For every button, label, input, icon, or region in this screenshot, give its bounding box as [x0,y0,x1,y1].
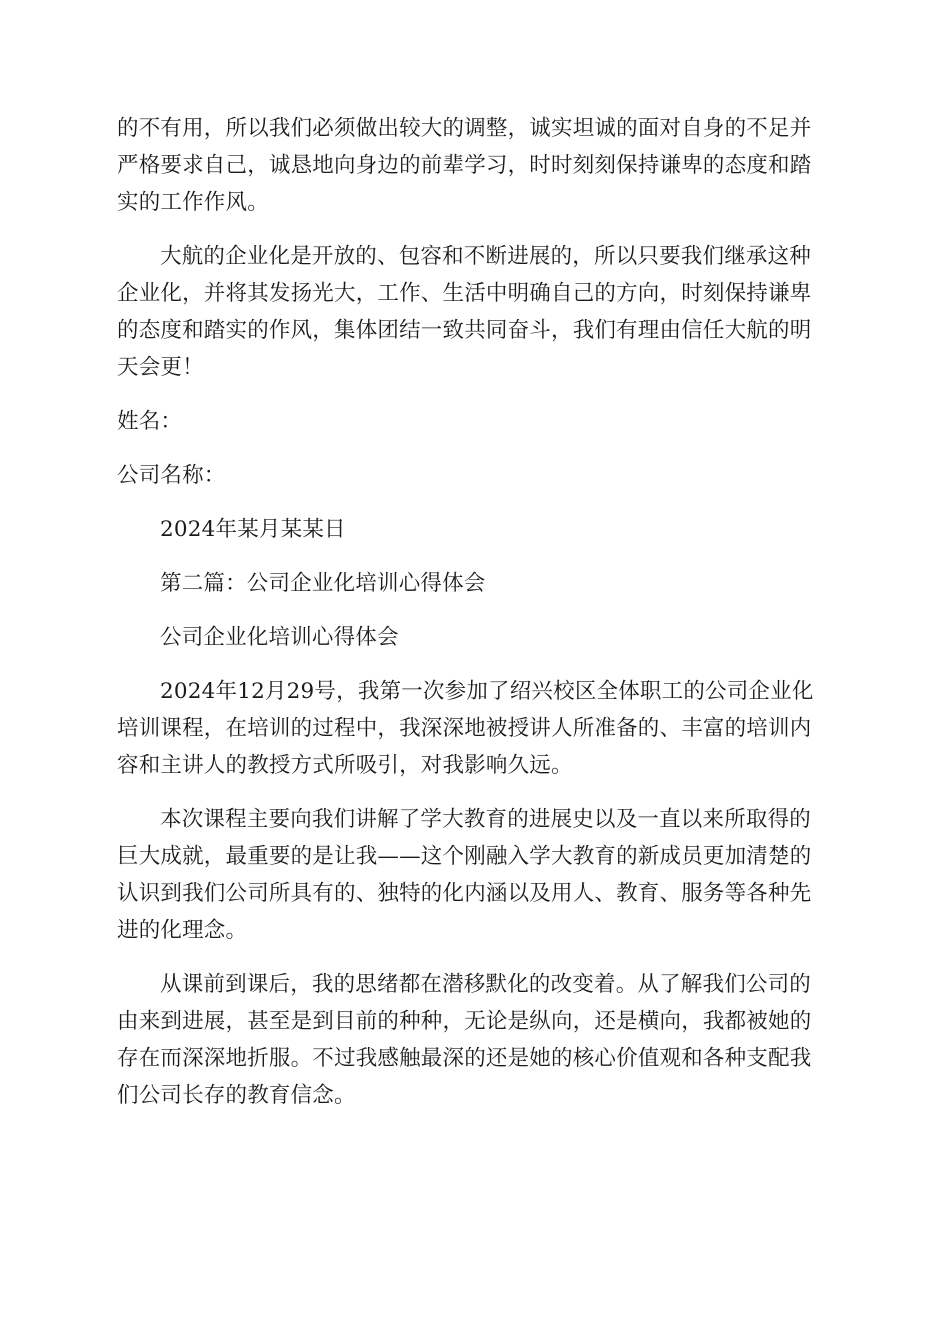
text-line: 2024年某月某某日 [160,517,346,542]
document-page [117,110,833,1114]
text-line: 们公司长存的教育信念。 [117,1083,356,1108]
text-line: 实的工作作风。 [117,190,269,215]
text-line: 认识到我们公司所具有的、独特的化内涵以及用人、教育、服务等各种先 [117,881,812,906]
text-line: 巨大成就，最重要的是让我——这个刚融入学大教育的新成员更加清楚的 [117,844,812,869]
text-line: 本次课程主要向我们讲解了学大教育的进展史以及一直以来所取得的 [160,807,812,832]
text-line: 2024年12月29号，我第一次参加了绍兴校区全体职工的公司企业化 [160,679,814,704]
text-line: 从课前到课后，我的思绪都在潜移默化的改变着。从了解我们公司的 [160,972,812,997]
paragraph-4 [117,801,833,949]
text-line: 容和主讲人的教授方式所吸引，对我影响久远。 [117,753,573,778]
company-name-field-label [117,457,833,494]
article-title [117,619,833,656]
text-line: 企业化，并将其发扬光大，工作、生活中明确自己的方向，时刻保持谦卑 [117,281,812,306]
text-line: 天会更！ [117,355,204,380]
text-line: 培训课程，在培训的过程中，我深深地被授讲人所准备的、丰富的培训内 [117,716,812,741]
paragraph-1 [117,110,833,221]
text-line: 进的化理念。 [117,918,248,943]
text-line: 严格要求自己，诚恳地向身边的前辈学习，时时刻刻保持谦卑的态度和踏 [117,153,812,178]
text-line: 姓名： [117,409,183,434]
text-line: 公司名称： [117,463,226,488]
text-line: 的不有用，所以我们必须做出较大的调整，诚实坦诚的面对自身的不足并 [117,116,812,141]
paragraph-5 [117,966,833,1114]
paragraph-3 [117,673,833,784]
text-line: 大航的企业化是开放的、包容和不断进展的，所以只要我们继承这种 [160,244,812,269]
text-line: 的态度和踏实的作风，集体团结一致共同奋斗，我们有理由信任大航的明 [117,318,812,343]
text-line: 由来到进展，甚至是到目前的种种，无论是纵向，还是横向，我都被她的 [117,1009,812,1034]
text-line: 公司企业化培训心得体会 [160,625,399,650]
text-line: 存在而深深地折服。不过我感触最深的还是她的核心价值观和各种支配我 [117,1046,812,1071]
name-field-label [117,403,833,440]
paragraph-2 [117,238,833,386]
section-heading [117,565,833,602]
date-line [117,511,833,548]
text-line: 第二篇：公司企业化培训心得体会 [160,571,486,596]
